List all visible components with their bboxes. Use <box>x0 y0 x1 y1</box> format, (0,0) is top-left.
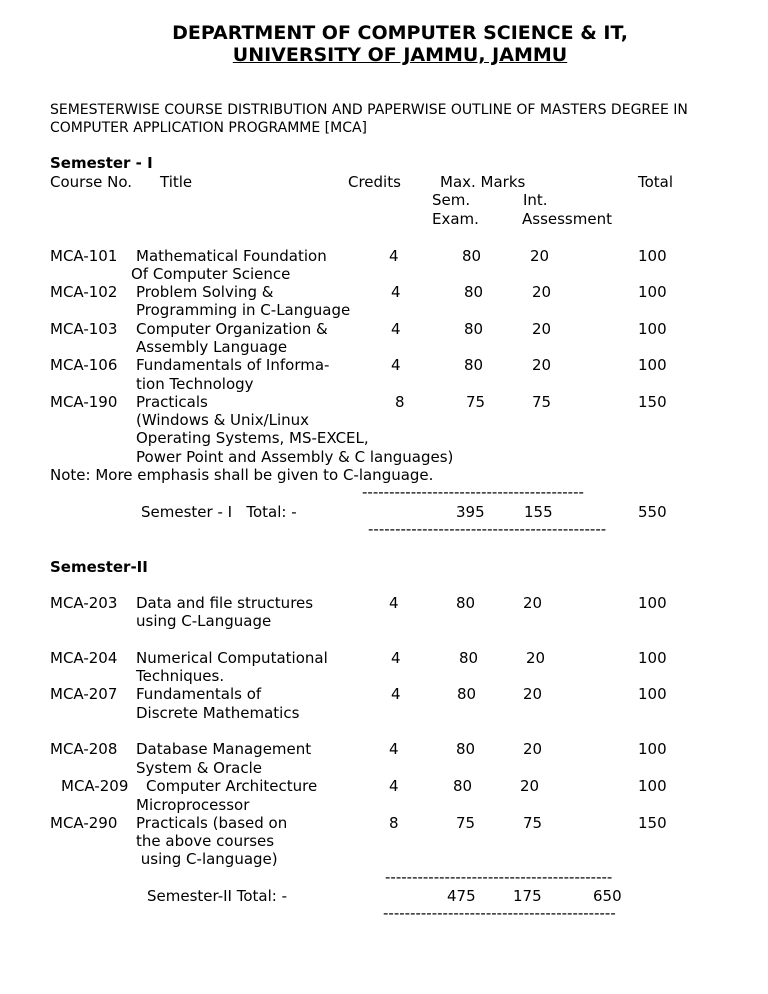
course-title: Computer Architecture <box>146 777 318 795</box>
divider-dashes: ------------------------------------------- <box>383 904 616 922</box>
course-sem-marks: 80 <box>457 685 477 703</box>
course-title-cont: Discrete Mathematics <box>136 704 300 722</box>
course-title-cont: Power Point and Assembly & C languages) <box>136 448 454 466</box>
divider-dashes: -------------------------------------------- <box>368 520 607 538</box>
course-title: Fundamentals of Informa- <box>136 356 330 374</box>
course-credits: 4 <box>391 356 401 374</box>
divider-dashes: ----------------------------------------- <box>362 483 584 501</box>
course-title-cont: Programming in C-Language <box>136 301 351 319</box>
course-no: MCA-204 <box>50 649 118 667</box>
course-int-marks: 20 <box>532 283 552 301</box>
course-sem-marks: 80 <box>456 594 476 612</box>
course-title-cont: System & Oracle <box>136 759 262 777</box>
course-int-marks: 20 <box>532 320 552 338</box>
col-course-header: Course No. <box>50 173 133 191</box>
course-title-cont: Of Computer Science <box>131 265 291 283</box>
course-total: 100 <box>638 247 667 265</box>
semester-1-total-sem: 395 <box>456 503 485 521</box>
course-total: 100 <box>638 356 667 374</box>
course-no: MCA-106 <box>50 356 118 374</box>
col-assessment-header: Assessment <box>522 210 612 228</box>
course-sem-marks: 80 <box>459 649 479 667</box>
course-total: 100 <box>638 283 667 301</box>
course-title-cont: the above courses <box>136 832 275 850</box>
semester-2-total-sem: 475 <box>447 887 476 905</box>
semester-1-total-label: Semester - I Total: - <box>141 503 297 521</box>
course-sem-marks: 80 <box>456 740 476 758</box>
col-total-header: Total <box>638 173 674 191</box>
course-credits: 4 <box>391 685 401 703</box>
course-total: 150 <box>638 393 667 411</box>
semester-2-total-total: 650 <box>593 887 622 905</box>
course-credits: 8 <box>389 814 399 832</box>
note: Note: More emphasis shall be given to C-language. <box>50 466 434 484</box>
course-no: MCA-103 <box>50 320 118 338</box>
course-title-cont: using C-Language <box>136 612 272 630</box>
course-title-cont: using C-language) <box>136 850 278 868</box>
course-int-marks: 20 <box>532 356 552 374</box>
course-credits: 4 <box>389 247 399 265</box>
course-sem-marks: 80 <box>464 356 484 374</box>
divider-dashes: ------------------------------------------ <box>385 868 613 886</box>
course-total: 100 <box>638 320 667 338</box>
course-title: Mathematical Foundation <box>136 247 327 265</box>
course-total: 100 <box>638 685 667 703</box>
course-no: MCA-209 <box>61 777 129 795</box>
semester-2-total-int: 175 <box>513 887 542 905</box>
course-title: Numerical Computational <box>136 649 328 667</box>
course-title-cont: Techniques. <box>136 667 225 685</box>
semester-1-heading: Semester - I <box>50 154 153 172</box>
course-int-marks: 20 <box>530 247 550 265</box>
course-credits: 4 <box>389 740 399 758</box>
course-total: 100 <box>638 594 667 612</box>
course-title: Data and file structures <box>136 594 314 612</box>
col-int-header: Int. <box>523 191 548 209</box>
course-no: MCA-208 <box>50 740 118 758</box>
course-title-cont: Operating Systems, MS-EXCEL, <box>136 429 369 447</box>
course-credits: 4 <box>391 649 401 667</box>
course-title-cont: tion Technology <box>136 375 254 393</box>
course-sem-marks: 80 <box>462 247 482 265</box>
course-int-marks: 75 <box>532 393 552 411</box>
semester-1-total-int: 155 <box>524 503 553 521</box>
intro-line2: COMPUTER APPLICATION PROGRAMME [MCA] <box>50 120 368 136</box>
course-no: MCA-290 <box>50 814 118 832</box>
course-int-marks: 20 <box>520 777 540 795</box>
course-title: Problem Solving & <box>136 283 274 301</box>
course-no: MCA-207 <box>50 685 118 703</box>
page-title-line1: DEPARTMENT OF COMPUTER SCIENCE & IT, <box>172 22 628 44</box>
course-int-marks: 20 <box>523 594 543 612</box>
course-title: Computer Organization & <box>136 320 328 338</box>
course-total: 100 <box>638 740 667 758</box>
course-sem-marks: 75 <box>466 393 486 411</box>
page-title-line2: UNIVERSITY OF JAMMU, JAMMU <box>232 44 568 66</box>
course-int-marks: 75 <box>523 814 543 832</box>
course-credits: 8 <box>395 393 405 411</box>
course-int-marks: 20 <box>523 740 543 758</box>
course-int-marks: 20 <box>523 685 543 703</box>
course-title: Database Management <box>136 740 312 758</box>
course-no: MCA-102 <box>50 283 118 301</box>
semester-1-total-total: 550 <box>638 503 667 521</box>
course-credits: 4 <box>391 283 401 301</box>
col-max-header: Max. Marks <box>440 173 526 191</box>
semester-2-total-label: Semester-II Total: - <box>147 887 288 905</box>
course-title-cont: Microprocessor <box>136 796 250 814</box>
col-sem-header: Sem. <box>432 191 471 209</box>
course-no: MCA-203 <box>50 594 118 612</box>
course-credits: 4 <box>389 594 399 612</box>
course-total: 150 <box>638 814 667 832</box>
col-title-header: Title <box>160 173 193 191</box>
course-title: Practicals (based on <box>136 814 288 832</box>
course-total: 100 <box>638 777 667 795</box>
intro-line1: SEMESTERWISE COURSE DISTRIBUTION AND PAPERWISE OUTLINE OF MASTERS DEGREE IN <box>50 102 688 118</box>
col-exam-header: Exam. <box>432 210 479 228</box>
course-total: 100 <box>638 649 667 667</box>
course-sem-marks: 80 <box>464 283 484 301</box>
course-title: Fundamentals of <box>136 685 262 703</box>
col-credits-header: Credits <box>348 173 401 191</box>
course-sem-marks: 80 <box>453 777 473 795</box>
course-no: MCA-101 <box>50 247 118 265</box>
course-title: Practicals <box>136 393 208 411</box>
course-no: MCA-190 <box>50 393 118 411</box>
course-sem-marks: 75 <box>456 814 476 832</box>
semester-2-heading: Semester-II <box>50 558 148 576</box>
course-int-marks: 20 <box>526 649 546 667</box>
course-credits: 4 <box>391 320 401 338</box>
course-sem-marks: 80 <box>464 320 484 338</box>
course-credits: 4 <box>389 777 399 795</box>
course-title-cont: (Windows & Unix/Linux <box>136 411 310 429</box>
course-title-cont: Assembly Language <box>136 338 288 356</box>
